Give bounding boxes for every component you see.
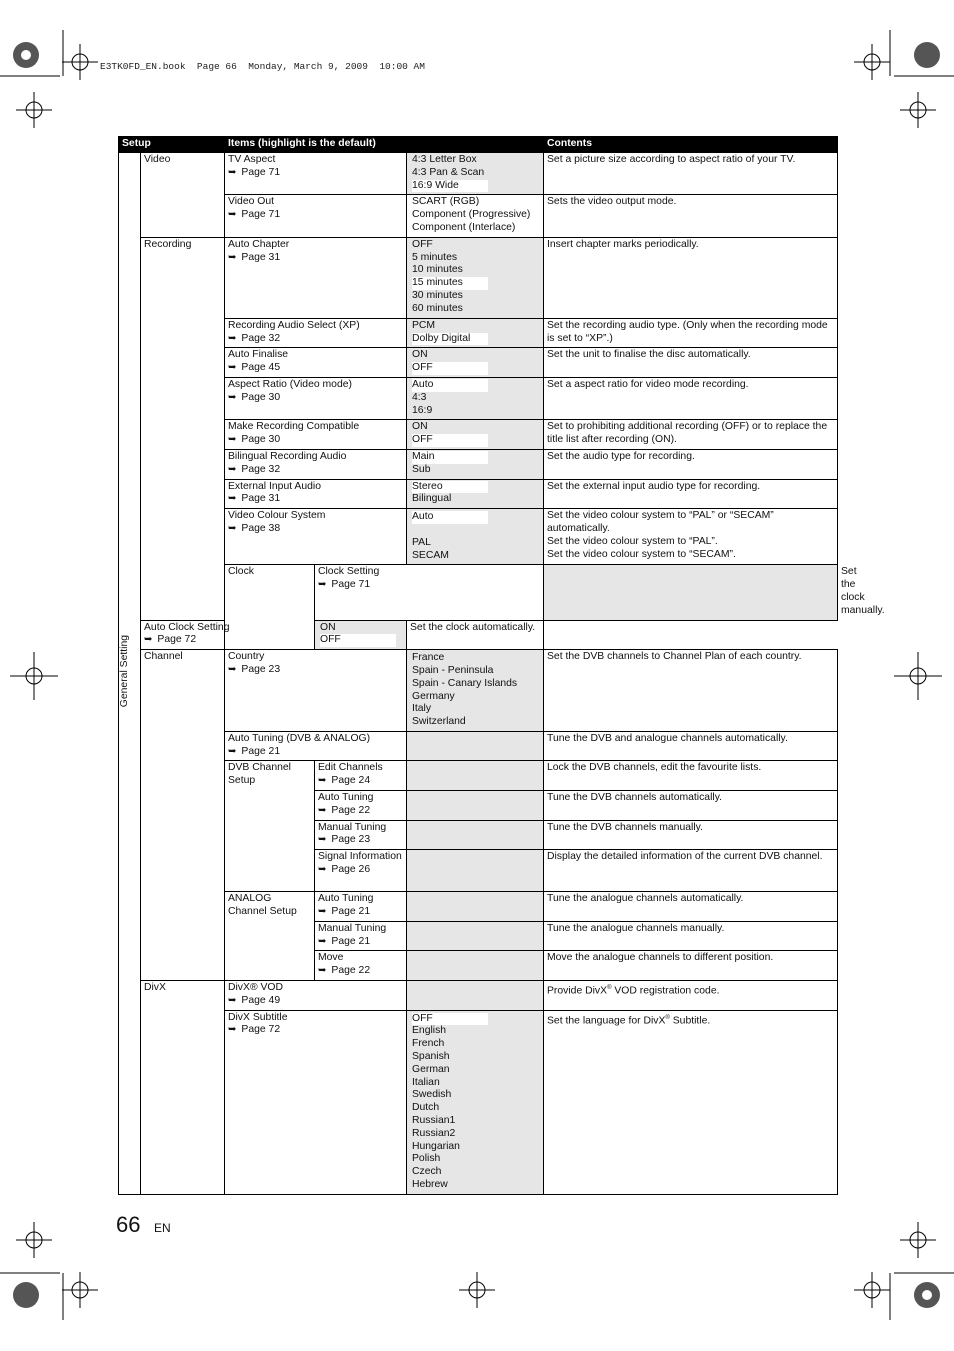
arrow-right-icon: ➥	[228, 391, 237, 403]
audio-select-desc: Set the recording audio type. (Only when the recording mode is set to “XP”.)	[544, 318, 838, 348]
arrow-right-icon: ➥	[318, 579, 327, 591]
analog-item-2: Move ➥ Page 22	[315, 951, 407, 981]
analog-desc-1: Tune the analogue channels manually.	[544, 921, 838, 951]
dvb-item-0: Edit Channels ➥ Page 24	[315, 761, 407, 791]
dvb-options-3	[407, 850, 544, 892]
auto-tuning-desc: Tune the DVB and analogue channels automatically.	[544, 731, 838, 761]
colour-options: Auto PAL SECAM	[407, 509, 544, 565]
auto-tuning-item: Auto Tuning (DVB & ANALOG) ➥ Page 21	[225, 731, 407, 761]
country-options: France Spain - Peninsula Spain - Canary Islands Germany Italy Switzerland	[407, 650, 544, 732]
divx-subtitle-item: DivX Subtitle ➥ Page 72	[225, 1010, 407, 1194]
header-setup: Setup	[119, 137, 225, 153]
divx-subtitle-desc: Set the language for DivX® Subtitle.	[544, 1010, 838, 1194]
compatible-item: Make Recording Compatible ➥ Page 30	[225, 420, 407, 450]
dvb-desc-0: Lock the DVB channels, edit the favourite lists.	[544, 761, 838, 791]
auto-tuning-options	[407, 731, 544, 761]
video-out-item: Video Out ➥ Page 71	[225, 195, 407, 237]
colour-desc: Set the video colour system to “PAL” or “SECAM” automatically. Set the video colour system to “PAL”. Set the video colour system to “SECAM”.	[544, 509, 838, 565]
video-label: Video	[141, 153, 225, 238]
dvb-options-1	[407, 791, 544, 821]
compatible-options: ON OFF	[407, 420, 544, 450]
video-out-options: SCART (RGB) Component (Progressive) Component (Interlace)	[407, 195, 544, 237]
analog-options-2	[407, 951, 544, 981]
settings-table: Setup Items (highlight is the default) Contents General Setting Video TV Aspect ➥ Page 71 4:3 Letter Box 4:3 Pan & Scan 16:9 Wide Set a picture size according to aspect ratio of your TV. Video Out ➥ Page 71 SCART (RGB) Component (Progressive) Component (Interlace) Sets the video output mode. Recording Auto Chapter ➥ Page 31 OFF 5 minutes 10 minutes 15 minutes 30 minutes 60 minutes Insert chapter marks periodically. Recording Audio Select (XP) ➥ Page 32 PCM Dolby Digital Set the recording audio type. (Only when the recording mode is set to “XP”.) Auto Finalise ➥ Page 45 ON OFF Set the unit to finalise the disc automatically. Aspect Ratio (Video mode) ➥ Page 30 Auto 4:3 16:9 Set a aspect ratio for video mode recording. Make Recording Compatible ➥ Page 30 ON OFF Set to prohibiting additional recording (OFF) or to replace the title list after recording (ON). Bilingual Recording Audio ➥ Page 32 Main Sub Set the audio type for recording. External Input Audio ➥ Page 31 Stereo Bilingual Set the external input audio type for recording. Video Colour System ➥ Page 38 Auto PAL SECAM Set the video colour system to “PAL” or “SECAM” automatically. Set the video colour system to “PAL”. Set the video colour system to “SECAM”. Clock Clock Setting ➥ Page 71 Set the clock manually. Auto Clock Setting ➥ Page 72 ON OFF Set the clock automatically. Channel Country ➥ Page 23 France Spain - Peninsula Spain - Canary Islands Germany Italy Switzerland Set the DVB channels to Channel Plan of each country. Auto Tuning (DVB & ANALOG) ➥ Page 21 Tune the DVB and analogue channels automatically. DVB Channel Setup Edit Channels ➥ Page 24 Lock the DVB channels, edit the favourite lists. Auto Tuning ➥ Page 22 Tune the DVB channels automatically. Manual Tuning ➥ Page 23 Tune the DVB channels manually. Signal Information ➥ Page 26 Display the detailed information of the current DVB channel. ANALOG Channel Setup Auto Tuning ➥ Page 21 Tune the analogue channels automatically. Manual Tuning ➥ Page 21 Tune the analogue channels manually. Move ➥ Page 22 Move the analogue channels to different position. DivX DivX® VOD ➥ Page 49 Provide DivX® VOD registration code. DivX Subtitle ➥ Page 72 OFF English French Spanish German Italian Swedish Dutch Russian1 Russian2 Hungarian Polish Czech Hebrew Set the language for DivX® Subtitle.	[118, 136, 838, 1195]
auto-clock-options: ON OFF	[315, 620, 407, 650]
dvb-desc-1: Tune the DVB channels automatically.	[544, 791, 838, 821]
arrow-right-icon: ➥	[228, 522, 237, 534]
divx-vod-desc: Provide DivX® VOD registration code.	[544, 981, 838, 1011]
divx-vod-options	[407, 981, 544, 1011]
divx-label: DivX	[141, 981, 225, 1195]
general-setting-cell	[119, 153, 141, 1195]
divx-subtitle-options: OFF English French Spanish German Italian Swedish Dutch Russian1 Russian2 Hungarian Polish Czech Hebrew	[407, 1010, 544, 1194]
arrow-right-icon: ➥	[228, 1024, 237, 1036]
auto-clock-item: Auto Clock Setting ➥ Page 72	[141, 620, 315, 650]
channel-label: Channel	[141, 650, 225, 981]
auto-finalise-desc: Set the unit to finalise the disc automatically.	[544, 348, 838, 378]
external-desc: Set the external input audio type for recording.	[544, 479, 838, 509]
aspect-ratio-options: Auto 4:3 16:9	[407, 377, 544, 419]
clock-setting-item: Clock Setting ➥ Page 71	[315, 565, 544, 620]
clock-setting-options	[544, 565, 838, 620]
bilingual-desc: Set the audio type for recording.	[544, 449, 838, 479]
clock-label: Clock	[225, 565, 315, 650]
country-desc: Set the DVB channels to Channel Plan of each country.	[544, 650, 838, 732]
dvb-setup-label: DVB Channel Setup	[225, 761, 315, 892]
arrow-right-icon: ➥	[228, 332, 237, 344]
dvb-item-1: Auto Tuning ➥ Page 22	[315, 791, 407, 821]
analog-options-1	[407, 921, 544, 951]
video-out-desc: Sets the video output mode.	[544, 195, 838, 237]
arrow-right-icon: ➥	[318, 775, 327, 787]
dvb-item-2: Manual Tuning ➥ Page 23	[315, 820, 407, 850]
dvb-options-0	[407, 761, 544, 791]
tv-aspect-item: TV Aspect ➥ Page 71	[225, 153, 407, 195]
auto-clock-desc: Set the clock automatically.	[407, 620, 544, 650]
dvb-item-3: Signal Information ➥ Page 26	[315, 850, 407, 892]
auto-finalise-options: ON OFF	[407, 348, 544, 378]
arrow-right-icon: ➥	[318, 965, 327, 977]
arrow-right-icon: ➥	[318, 834, 327, 846]
analog-item-0: Auto Tuning ➥ Page 21	[315, 892, 407, 922]
auto-chapter-item: Auto Chapter ➥ Page 31	[225, 237, 407, 318]
page-number: 66	[116, 1212, 141, 1237]
arrow-right-icon: ➥	[228, 463, 237, 475]
analog-setup-label: ANALOG Channel Setup	[225, 892, 315, 981]
analog-desc-0: Tune the analogue channels automatically.	[544, 892, 838, 922]
auto-finalise-item: Auto Finalise ➥ Page 45	[225, 348, 407, 378]
arrow-right-icon: ➥	[144, 634, 153, 646]
arrow-right-icon: ➥	[228, 251, 237, 263]
arrow-right-icon: ➥	[228, 166, 237, 178]
audio-select-item: Recording Audio Select (XP) ➥ Page 32	[225, 318, 407, 348]
country-item: Country ➥ Page 23	[225, 650, 407, 732]
auto-chapter-desc: Insert chapter marks periodically.	[544, 237, 838, 318]
header-items: Items (highlight is the default)	[225, 137, 544, 153]
audio-select-options: PCM Dolby Digital	[407, 318, 544, 348]
dvb-options-2	[407, 820, 544, 850]
recording-label: Recording	[141, 237, 225, 620]
arrow-right-icon: ➥	[228, 362, 237, 374]
arrow-right-icon: ➥	[318, 906, 327, 918]
arrow-right-icon: ➥	[228, 493, 237, 505]
tv-aspect-desc: Set a picture size according to aspect ratio of your TV.	[544, 153, 838, 195]
arrow-right-icon: ➥	[228, 745, 237, 757]
bilingual-options: Main Sub	[407, 449, 544, 479]
analog-options-0	[407, 892, 544, 922]
arrow-right-icon: ➥	[228, 663, 237, 675]
general-setting-label: General Setting	[119, 634, 130, 708]
dvb-desc-3: Display the detailed information of the current DVB channel.	[544, 850, 838, 892]
page-language: EN	[154, 1221, 171, 1235]
arrow-right-icon: ➥	[318, 864, 327, 876]
arrow-right-icon: ➥	[228, 994, 237, 1006]
divx-vod-item: DivX® VOD ➥ Page 49	[225, 981, 407, 1011]
aspect-ratio-desc: Set a aspect ratio for video mode recording.	[544, 377, 838, 419]
aspect-ratio-item: Aspect Ratio (Video mode) ➥ Page 30	[225, 377, 407, 419]
print-header: E3TK0FD_EN.book Page 66 Monday, March 9, 2009 10:00 AM	[100, 61, 425, 72]
external-options: Stereo Bilingual	[407, 479, 544, 509]
arrow-right-icon: ➥	[228, 434, 237, 446]
colour-item: Video Colour System ➥ Page 38	[225, 509, 407, 565]
compatible-desc: Set to prohibiting additional recording (OFF) or to replace the title list after recording (ON).	[544, 420, 838, 450]
bilingual-item: Bilingual Recording Audio ➥ Page 32	[225, 449, 407, 479]
auto-chapter-options: OFF 5 minutes 10 minutes 15 minutes 30 minutes 60 minutes	[407, 237, 544, 318]
analog-item-1: Manual Tuning ➥ Page 21	[315, 921, 407, 951]
arrow-right-icon: ➥	[228, 209, 237, 221]
analog-desc-2: Move the analogue channels to different position.	[544, 951, 838, 981]
arrow-right-icon: ➥	[318, 935, 327, 947]
dvb-desc-2: Tune the DVB channels manually.	[544, 820, 838, 850]
arrow-right-icon: ➥	[318, 804, 327, 816]
tv-aspect-options: 4:3 Letter Box 4:3 Pan & Scan 16:9 Wide	[407, 153, 544, 195]
external-item: External Input Audio ➥ Page 31	[225, 479, 407, 509]
header-contents: Contents	[544, 137, 838, 153]
